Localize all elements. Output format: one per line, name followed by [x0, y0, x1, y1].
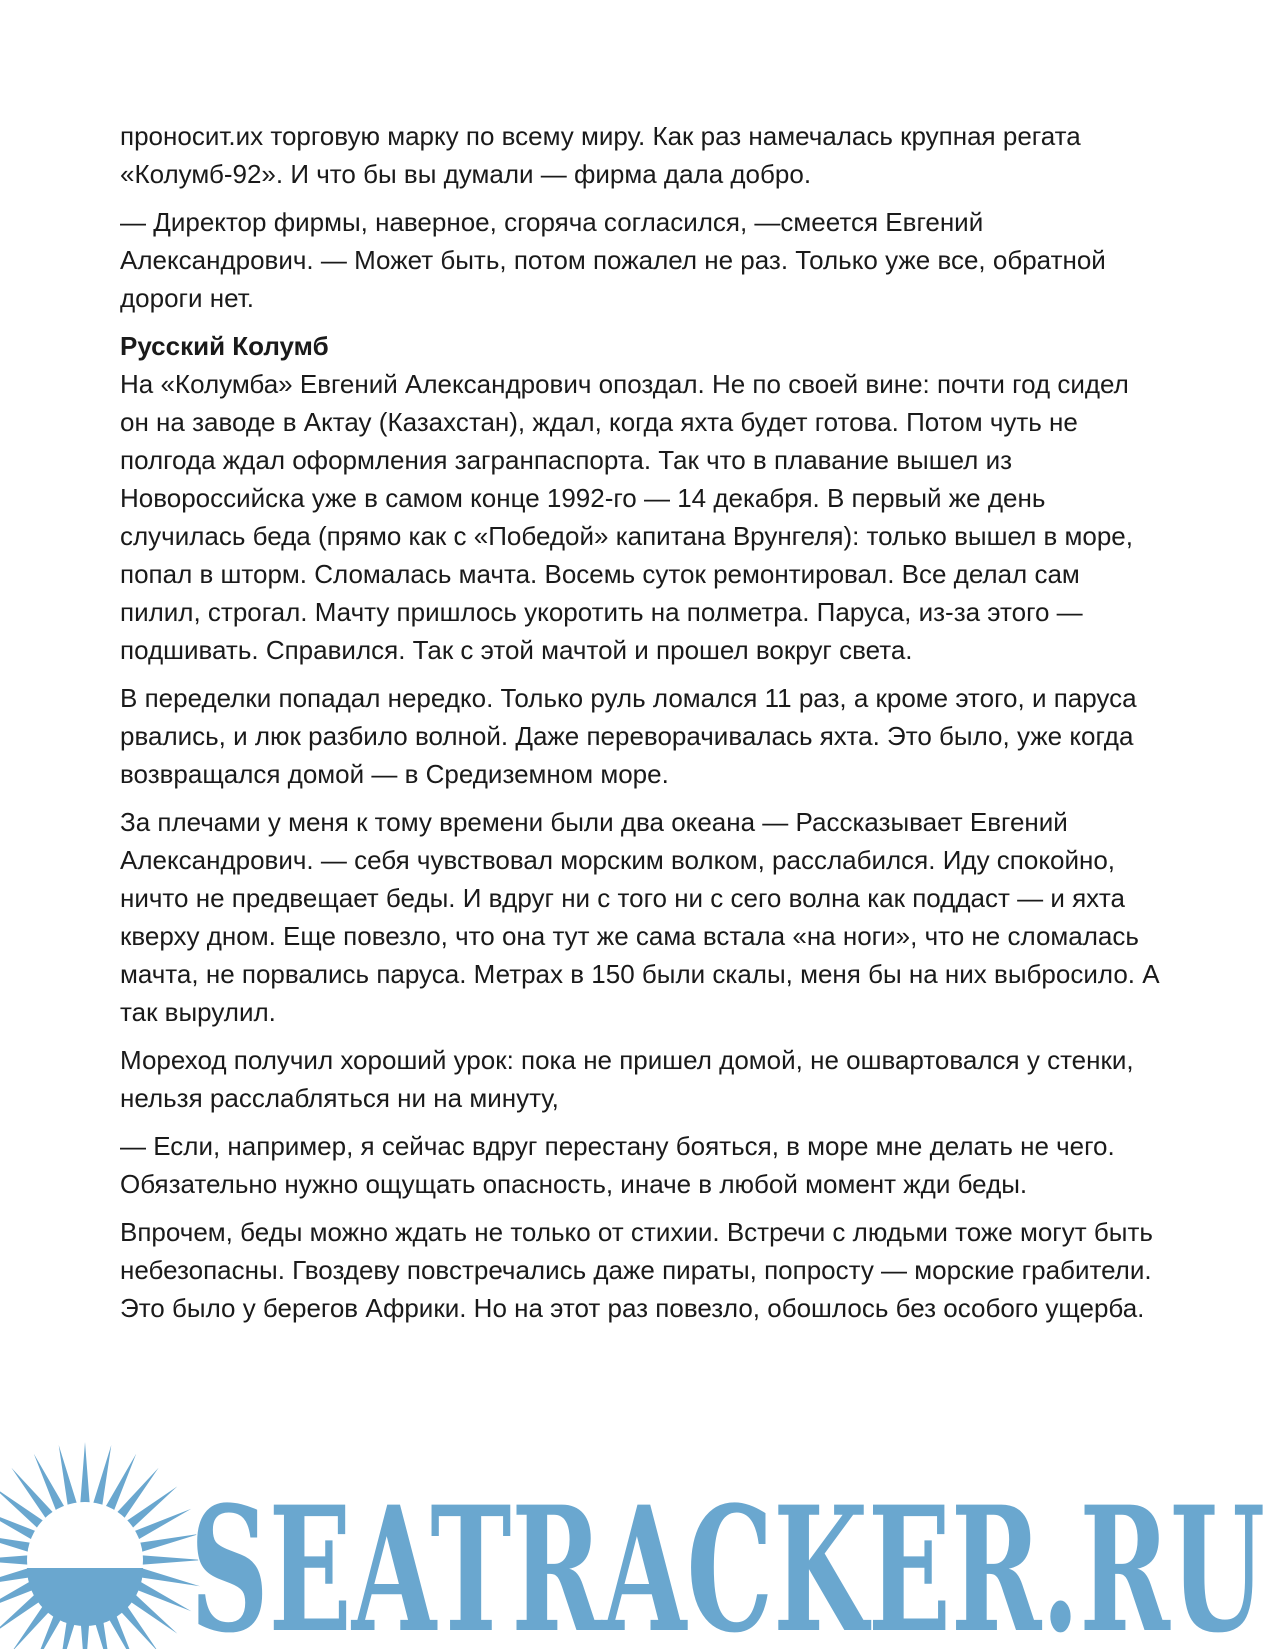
watermark [0, 1440, 1274, 1649]
paragraph: Впрочем, беды можно ждать не только от стихии. Встречи с людьми тоже могут быть небезопасны. Гвоздеву повстречались даже пираты, попросту — морские грабители. Это было у берегов Африки. Но на этот раз повезло, обошлось без особого ущерба. [120, 1217, 1153, 1323]
sun-horizon [27, 1568, 143, 1626]
paragraph: — Если, например, я сейчас вдруг перестану бояться, в море мне делать не чего. Обязательно нужно ощущать опасность, иначе в любой момент жди беды. [120, 1131, 1115, 1199]
section-heading: Русский Колумб [120, 331, 329, 361]
paragraph: проносит.их торговую марку по всему миру. Как раз намечалась крупная регата «Колумб-92». И что бы вы думали — фирма дала добро. [120, 121, 1081, 189]
article-body [120, 117, 1160, 1337]
paragraph: За плечами у меня к тому времени были два океана — Рассказывает Евгений Александрович. — себя чувствовал морским волком, расслабился. Иду спокойно, ничто не предвещает беды. И вдруг ни с того ни с сего волна как поддаст — и яхта кверху дном. Еще повезло, что она тут же сама встала «на ноги», что не сломалась мачта, не порвались паруса. Метрах в 150 были скалы, меня бы на них выбросило. А так вырулил. [120, 807, 1160, 1027]
paragraph: На «Колумба» Евгений Александрович опоздал. Не по своей вине: почти год сидел он на заводе в Актау (Казахстан), ждал, когда яхта будет готова. Потом чуть не полгода ждал оформления загранпаспорта. Так что в плавание вышел из Новороссийска уже в самом конце 1992-го — 14 декабря. В первый же день случилась беда (прямо как с «Победой» капитана Врунгеля): только вышел в море, попал в шторм. Сломалась мачта. Восемь суток ремонтировал. Все делал сам пилил, строгал. Мачту пришлось укоротить на полметра. Паруса, из-за этого — подшивать. Справился. Так с этой мачтой и прошел вокруг света. [120, 369, 1133, 665]
sun-icon [0, 1442, 203, 1649]
watermark-text: SEATRACKER.RU [190, 1468, 1265, 1649]
paragraph: — Директор фирмы, наверное, сгоряча согласился, —смеется Евгений Александрович. — Может быть, потом пожалел не раз. Только уже все, обратной дороги нет. [120, 207, 1106, 313]
paragraph: В переделки попадал нередко. Только руль ломался 11 раз, а кроме этого, и паруса рвались, и люк разбило волной. Даже переворачивалась яхта. Это было, уже когда возвращался домой — в Средиземном море. [120, 683, 1137, 789]
watermark-graphic [0, 1440, 1274, 1649]
paragraph: Мореход получил хороший урок: пока не пришел домой, не ошвартовался у стенки, нельзя расслабляться ни на минуту, [120, 1045, 1134, 1113]
